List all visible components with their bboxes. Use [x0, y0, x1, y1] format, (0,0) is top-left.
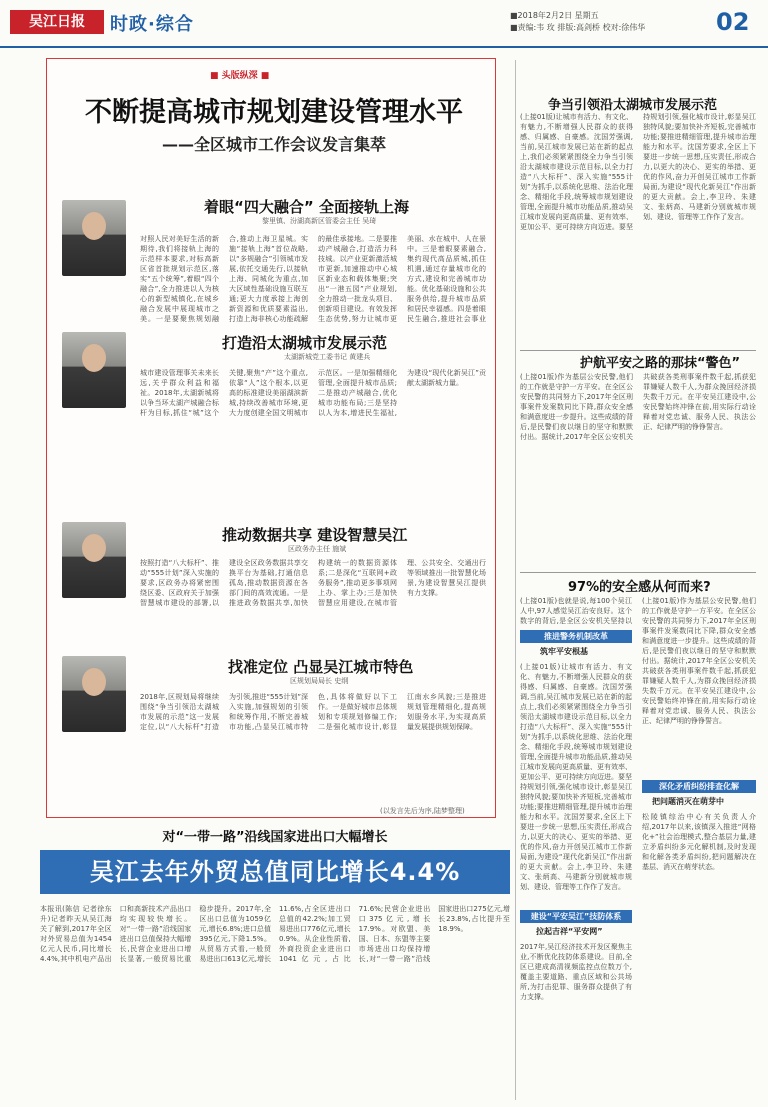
article-title-4: 找准定位 凸显吴江城市特色 — [228, 658, 414, 676]
article-byline-4: 区规划局局长 史纲 — [290, 677, 349, 685]
article-title-3: 推动数据共享 建设智慧吴江 — [222, 526, 408, 544]
speaker-photo-3 — [62, 522, 126, 598]
right-title-1: 争当引领沿太湖城市发展示范 — [548, 98, 718, 113]
masthead — [0, 0, 768, 48]
tech-body: 2017年,吴江经济技术开发区聚焦主业,不断优化技防体系建设。目前,全区已建成高清视频监控点位数万个,覆盖主要道路、重点区域和公共场所,为打击犯罪、服务群众提供了有力支撑。 — [520, 943, 632, 1001]
trade-body: 本报讯(陈信 记者徐东升)记者昨天从吴江海关了解到,2017年全区对外贸易总值为1454亿元人民币,同比增长4.4%,其中机电产品出口和高新技术产品出口均实现较快增长。对“一带一路”沿线国家进出口总值保持大幅增长,民营企业进出口增长显著,一般贸易比重稳步提升。2017年,全区出口总值为1059亿元,增长6.8%;进口总值395亿元,下降1.5%。从贸易方式看,一般贸易进出口613亿元,增长11.6%,占全区进出口总值的42.2%;加工贸易进出口776亿元,增长0.9%。从企业性质看,外商投资企业进出口1041亿元,占比71.6%;民营企业进出口375亿元,增长17.9%。对欧盟、美国、日本、东盟等主要市场进出口均保持增长,对“一带一路”沿线国家进出口275亿元,增长23.8%,占比提升至18.9%。 — [40, 905, 510, 963]
subsection-bar-tech: 建设“平安吴江”技防体系 — [520, 910, 632, 923]
right-body-3: (上接01版)也就是说,每100个吴江人中,97人感觉吴江治安良好。这个数字的背后,是全区公安机关坚持以 — [520, 597, 632, 625]
right-body-2: (上接01版)作为基层公安民警,他们的工作就是守护一方平安。在全区公安民警的共同努力下,2017年全区刑事案件发案数同比下降,群众安全感和满意度进一步提升。这些成绩的背后,是民警们夜以继日的坚守和默默付出。据统计,2017年全区公安机关共破获各类刑事案件数千起,抓获犯罪嫌疑人数千人,为群众挽回经济损失数千万元。在平安吴江建设中,公安民警始终冲锋在前,用实际行动诠释着对党忠诚、服务人民、执法公正、纪律严明的铮铮誓言。 — [520, 373, 756, 441]
article-body-4: 2018年,区规划局将继续围绕“争当引领沿太湖城市发展的示范”这一发展定位,以“八大标杆”打造为引领,推进“555计划”深入实施,加强规划的引领和统筹作用,不断完善城市功能,凸显吴江城市特色,具体将做好以下工作。一是做好城市总体规划和专项规划修编工作;二是强化城市设计,彰显江南水乡风貌;三是推进规划管理精细化,提高规划服务水平,为实现高质量发展提供规划保障。 — [140, 693, 486, 731]
article-body-3: 按照打造“八大标杆”、推动“555计划”深入实施的要求,区政务办将紧密围绕区委、区政府关于加强智慧城市建设的部署,以建设全区政务数据共享交换平台为基础,打通信息孤岛,推动数据资源在各部门间的高效流通。一是推进政务数据共享,加快构建统一的数据资源体系;二是深化“互联网+政务服务”,推动更多事项网上办、掌上办;三是加快智慧应用建设,在城市管理、公共安全、交通出行等领域推出一批智慧化场景,为建设智慧吴江提供有力支撑。 — [140, 559, 486, 607]
column-divider — [515, 60, 516, 1100]
right-title-3: 97%的安全感从何而来? — [568, 580, 711, 595]
feature-subhead: ——全区城市工作会议发言集萃 — [161, 135, 386, 154]
speaker-photo-2 — [62, 332, 126, 408]
right-body-3b: (上接01版)作为基层公安民警,他们的工作就是守护一方平安。在全区公安民警的共同努力下,2017年全区刑事案件发案数同比下降,群众安全感和满意度进一步提升。这些成绩的背后,是民警们夜以继日的坚守和默默付出。据统计,2017年全区公安机关共破获各类刑事案件数千起,抓获犯罪嫌疑人数千人,为群众挽回经济损失数千万元。在平安吴江建设中,公安民警始终冲锋在前,用实际行动诠释着对党忠诚、服务人民、执法公正、纪律严明的铮铮誓言。 — [642, 597, 756, 725]
article-byline-2: 太湖新城党工委书记 黄建兵 — [284, 353, 371, 361]
trade-headline: 吴江去年外贸总值同比增长4.4% — [40, 850, 510, 894]
article-title-2: 打造沿太湖城市发展示范 — [222, 334, 388, 352]
police-reform-body: (上接01版)让城市有活力、有文化、有魅力,不断增强人民群众的获得感、归属感、自豪感。沈国芳强调,当前,吴江城市发展已站在新的起点上,我们必须紧紧围绕全力争当引领沿太湖城市建设示范目标,以全力打造“八大标杆”、深入实施“555计划”为抓手,以系统化思维、法治化理念、精细化手段,统筹城市规划建设管理,全面提升城市功能品质,推动吴江城市发展向更高质量、更有效率、更加公平、更可持续方向迈进。要坚持规划引领,强化城市设计,彰显吴江独特风貌;要加快补齐短板,完善城市功能;要推进精细管理,提升城市治理能力和水平。沈国芳要求,全区上下要进一步统一思想,压实责任,形成合力,以更大的决心、更实的举措、更优的作风,奋力开创吴江城市工作新局面,为建设“现代化新吴江”作出新的更大贡献。会上,李卫玲、朱建文、张炳高、马建新分别就城市规划、建设、管理等工作作了发言。 — [520, 663, 632, 891]
newspaper-logo: 吴江日报 — [10, 10, 104, 34]
article-byline-3: 区政务办主任 施斌 — [288, 545, 347, 553]
editor-note: (以发言先后为序,陆梦整理) — [380, 807, 465, 815]
trade-topline: 对“一带一路”沿线国家进出口大幅增长 — [162, 830, 388, 845]
page-number: 02 — [716, 8, 750, 36]
divider-1 — [520, 350, 756, 351]
feature-headline: 不断提高城市规划建设管理水平 — [85, 97, 463, 128]
dateline — [510, 10, 645, 34]
issue-date: ■2018年2月2日 星期五 — [510, 11, 599, 20]
section-title: 时政·综合 — [110, 14, 194, 35]
editor-credits: ■责编:韦 玫 排版:高剑桥 校对:徐伟华 — [510, 23, 646, 32]
article-body-2: 城市建设管理事关未来长远,关乎群众利益和福祉。2018年,太湖新城将以争当环太湖产城融合标杆为目标,抓住“城”这个关键,聚焦“产”这个重点,依靠“人”这个根本,以更高的标准建设美丽湖滨新城,持续改善城市环境,更大力度创建全国文明城市示范区。一是加强精细化管理,全面提升城市品质;二是推动产城融合,优化城市功能布局;三是坚持以人为本,增进民生福祉,为建设“现代化新吴江”贡献太湖新城力量。 — [140, 369, 486, 417]
feature-kicker: ■ 头版纵深 ■ — [210, 71, 270, 81]
subsection-bar-police-reform: 推进警务机制改革 — [520, 630, 632, 643]
speaker-photo-1 — [62, 200, 126, 276]
right-body-1: (上接01版)让城市有活力、有文化、有魅力,不断增强人民群众的获得感、归属感、自豪感。沈国芳强调,当前,吴江城市发展已站在新的起点上,我们必须紧紧围绕全力争当引领沿太湖城市建设示范目标,以全力打造“八大标杆”、深入实施“555计划”为抓手,以系统化思维、法治化理念、精细化手段,统筹城市规划建设管理,全面提升城市功能品质,推动吴江城市发展向更高质量、更有效率、更加公平、更可持续方向迈进。要坚持规划引领,强化城市设计,彰显吴江独特风貌;要加快补齐短板,完善城市功能;要推进精细管理,提升城市治理能力和水平。沈国芳要求,全区上下要进一步统一思想,压实责任,形成合力,以更大的决心、更实的举措、更优的作风,奋力开创吴江城市工作新局面,为建设“现代化新吴江”作出新的更大贡献。会上,李卫玲、朱建文、张炳高、马建新分别就城市规划、建设、管理等工作作了发言。 — [520, 113, 756, 231]
article-body-1: 对照人民对美好生活的新期待,我们将接轨上海的示范样本要求,对标高新区省首批规划示范区,落实“五个统筹”,着眼“四个融合”,全力推进以人为核心的新型城镇化,在城乡融合发展中展现城市之美。一是要聚焦规划融合,推动上海卫星城。实施“接轨上海”首位战略,以“多规融合”引领城市发展,依托交通先行,以接轨上海、同城化为重点,加大区域性基础设施互联互通;更大力度承接上海创新资源和优质要素溢出,打造上海非核心功能疏解的最佳承接地。二是要推动产城融合,打造活力科技城。以产业更新激活城市更新,加速推动中心城区新业态和载体集聚;突出“一港五园”产业规划,全力推动一批龙头项目、创新项目建设。有效发挥生态优势,努力让城市更美丽、水在城中、人在景中。三是着眼要素融合,集约现代高品质城,抓住机遇,通过存量城市化的方式,建设和完善城市功能。优化基础设施和公共服务供给,提升城市品质和居民幸福感。四是着眼民生融合,推进社会事业 — [140, 235, 486, 323]
subsection-bar-dispute: 深化矛盾纠纷排查化解 — [642, 780, 756, 793]
subsection-subtitle: 筑牢平安根基 — [540, 647, 588, 656]
article-title-1: 着眼“四大融合” 全面接轨上海 — [204, 198, 409, 216]
dispute-body: 松陵镇综治中心有关负责人介绍,2017年以来,该镇深入推进“网格化+”社会治理模式,整合基层力量,建立矛盾纠纷多元化解机制,及时发现和化解各类矛盾纠纷,把问题解决在基层、消灭在萌芽状态。 — [642, 813, 756, 871]
speaker-photo-4 — [62, 656, 126, 732]
article-byline-1: 黎里镇、汾湖高新区管委会主任 吴琦 — [262, 217, 377, 225]
dispute-subtitle: 把问题消灭在萌芽中 — [652, 797, 724, 806]
right-title-2: 护航平安之路的那抹“警色” — [580, 356, 741, 371]
tech-subtitle: 拉起吉祥“平安网” — [536, 927, 603, 936]
divider-2 — [520, 572, 756, 573]
